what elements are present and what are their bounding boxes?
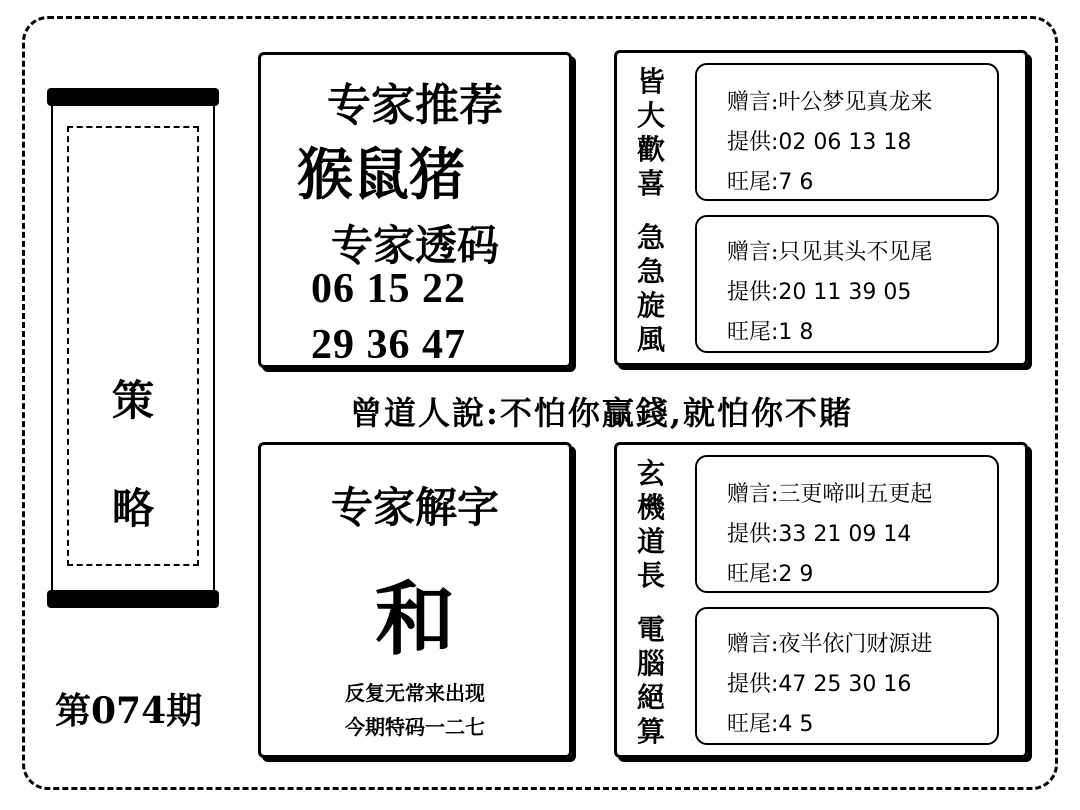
card-tail: 旺尾:4 5 [727,712,814,737]
recommend-zodiac: 猴鼠猪 [297,142,465,208]
right-bottom-vert1 [631,457,671,593]
vert-char: 歡 [636,133,665,166]
card-provide: 提供:47 25 30 16 [727,672,912,697]
right-bottom-box [614,442,1028,758]
vert-char: 電 [636,613,665,646]
vert-char: 算 [636,715,665,748]
card-tail: 旺尾:1 8 [727,320,814,345]
vert-char: 機 [636,491,665,524]
card-gift: 赠言:只见其头不见尾 [727,240,933,265]
card-gift: 赠言:叶公梦见真龙来 [727,90,933,115]
vert-char: 急 [636,255,665,288]
recommend-title: 专家推荐 [327,80,503,131]
vert-char: 風 [636,323,665,356]
issue-number: 第074期 [55,690,203,732]
vert-char: 道 [636,525,665,558]
card-provide: 提供:20 11 39 05 [727,280,912,305]
riddle-box [258,442,572,758]
right-top-vert2 [631,221,671,357]
riddle-title: 专家解字 [330,483,499,532]
vert-char: 急 [636,221,665,254]
right-top-card2 [695,215,999,353]
riddle-line2: 今期特码一二七 [345,715,485,739]
vert-char: 絕 [636,681,665,714]
right-bottom-card2 [695,607,999,745]
vert-char: 喜 [636,167,665,200]
scroll-panel [47,88,219,608]
right-bottom-card1 [695,455,999,593]
card-gift: 赠言:三更啼叫五更起 [727,482,933,507]
card-provide: 提供:02 06 13 18 [727,130,912,155]
riddle-char: 和 [375,572,455,666]
recommend-numbers-line1: 06 15 22 [311,266,466,312]
card-tail: 旺尾:2 9 [727,562,814,587]
scroll-char-2: 略 [111,484,154,533]
vert-char: 旋 [636,289,665,322]
right-bottom-vert2 [631,613,671,749]
right-top-vert1 [631,65,671,201]
vert-char: 大 [636,99,665,132]
vert-char: 長 [636,559,665,592]
card-tail: 旺尾:7 6 [727,170,814,195]
scroll-char-1: 策 [111,376,154,425]
right-top-box [614,50,1028,366]
right-top-card1 [695,63,999,201]
scroll-bottom-bar [47,590,219,608]
riddle-line1: 反复无常来出现 [345,681,485,705]
vert-char: 玄 [636,457,665,490]
motto-text: 曾道人說:不怕你贏錢,就怕你不賭 [350,394,853,432]
recommend-subtitle: 专家透码 [330,221,499,270]
vert-char: 腦 [636,647,665,680]
card-provide: 提供:33 21 09 14 [727,522,912,547]
recommend-box [258,52,572,368]
vert-char: 皆 [636,65,665,98]
recommend-numbers-line2: 29 36 47 [311,322,466,368]
card-gift: 赠言:夜半依门财源进 [727,632,933,657]
